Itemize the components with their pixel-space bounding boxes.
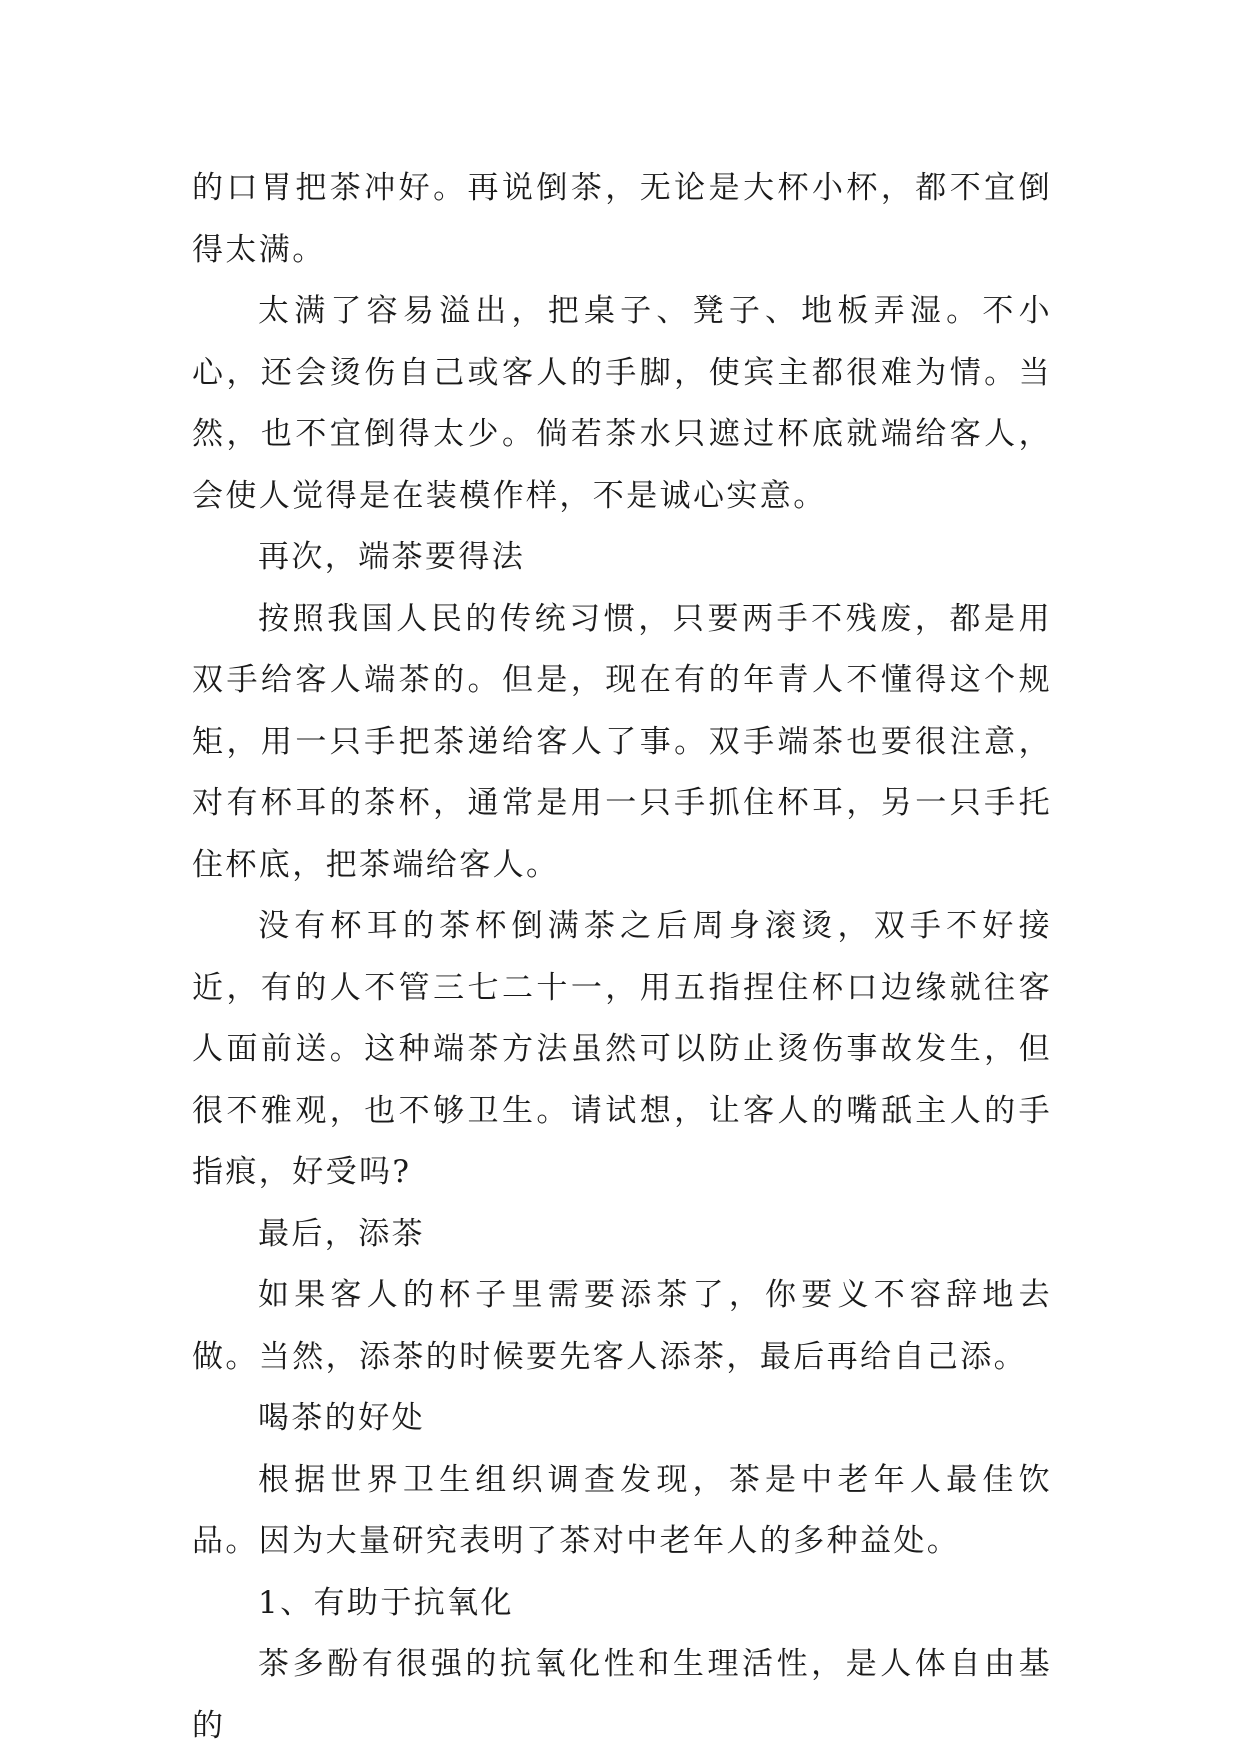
paragraph-9: 根据世界卫生组织调查发现，茶是中老年人最佳饮品。因为大量研究表明了茶对中老年人的多种益处。: [192, 1461, 1052, 1559]
paragraph-2: 太满了容易溢出，把桌子、凳子、地板弄湿。不小心，还会烫伤自己或客人的手脚，使宾主都很难为情。当然，也不宜倒得太少。倘若茶水只遮过杯底就端给客人，会使人觉得是在装模作样，不是诚心实意。: [192, 293, 1052, 514]
paragraph-3: 再次，端茶要得法: [258, 539, 526, 575]
paragraph-11: 茶多酚有很强的抗氧化性和生理活性，是人体自由基的: [192, 1646, 1052, 1744]
paragraph-4: 按照我国人民的传统习惯，只要两手不残废，都是用双手给客人端茶的。但是，现在有的年青人不懂得这个规矩，用一只手把茶递给客人了事。双手端茶也要很注意，对有杯耳的茶杯，通常是用一只手抓住杯耳，另一只手托住杯底，把茶端给客人。: [192, 600, 1052, 883]
paragraph-1: 的口胃把茶冲好。再说倒茶，无论是大杯小杯，都不宜倒得太满。: [192, 170, 1052, 268]
document-page: [192, 158, 1052, 1757]
paragraph-10: 1、有助于抗氧化: [258, 1584, 514, 1621]
paragraph-8: 喝茶的好处: [258, 1400, 425, 1436]
paragraph-6: 最后，添茶: [258, 1215, 425, 1252]
paragraph-7: 如果客人的杯子里需要添茶了，你要义不容辞地去做。当然，添茶的时候要先客人添茶，最后再给自己添。: [192, 1277, 1052, 1375]
paragraph-5: 没有杯耳的茶杯倒满茶之后周身滚烫，双手不好接近，有的人不管三七二十一，用五指捏住杯口边缘就往客人面前送。这种端茶方法虽然可以防止烫伤事故发生，但很不雅观，也不够卫生。请试想，让客人的嘴舐主人的手指痕，好受吗?: [192, 908, 1052, 1190]
